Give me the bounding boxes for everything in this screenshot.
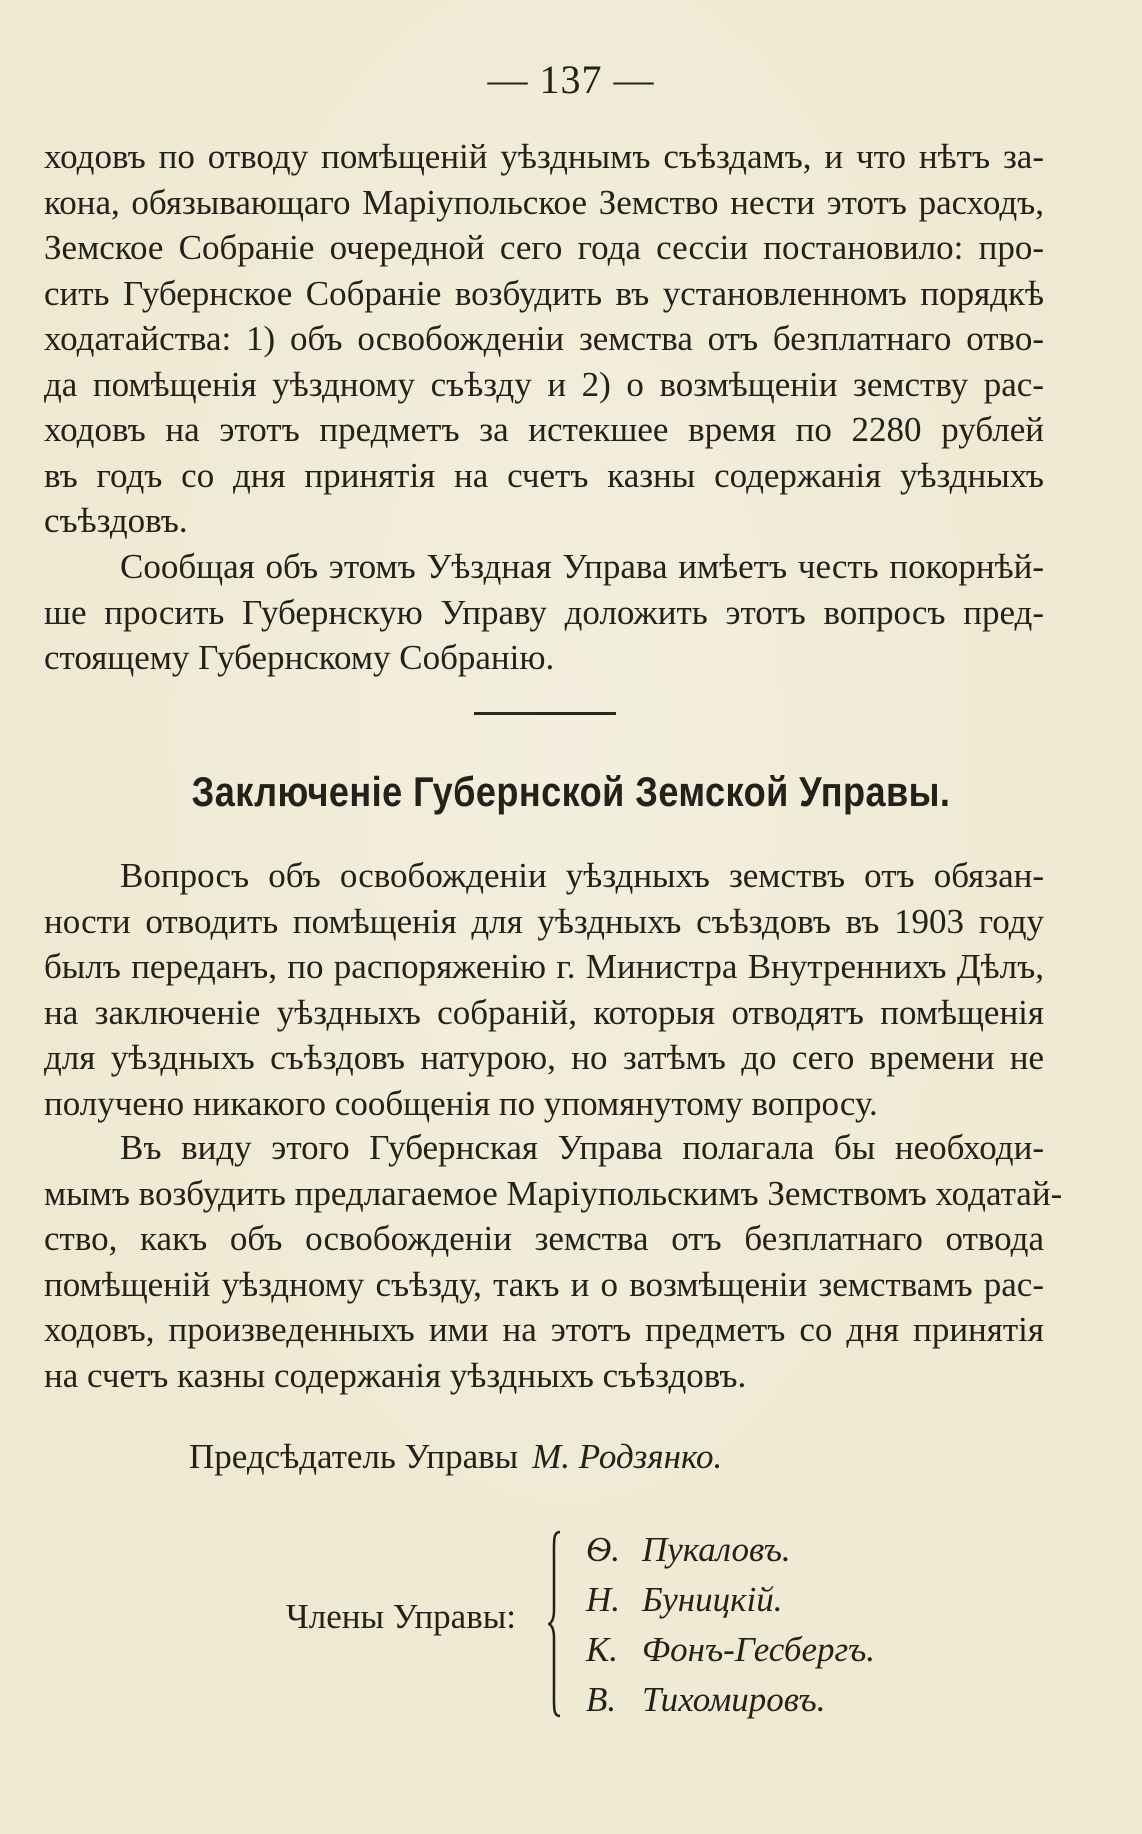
text-line: ство, какъ объ освобожденіи земства отъ безплатнаго отвода bbox=[44, 1219, 1044, 1258]
section-heading: Заключеніе Губернской Земской Управы. bbox=[191, 768, 951, 815]
member-initial: Ѳ. bbox=[586, 1530, 621, 1569]
member-surname: Пукаловъ. bbox=[642, 1530, 791, 1569]
page-number: — 137 — bbox=[487, 57, 655, 102]
text-line: Въ виду этого Губернская Управа полагала бы необходи- bbox=[120, 1128, 1044, 1167]
brace-icon bbox=[548, 1530, 562, 1718]
member-signature bbox=[586, 1575, 875, 1625]
member-initial: Н. bbox=[586, 1580, 621, 1619]
text-line: ходатайства: 1) объ освобожденіи земства отъ безплатнаго отво- bbox=[44, 319, 1044, 358]
paragraph-report bbox=[44, 544, 1044, 681]
member-initial: В. bbox=[586, 1680, 617, 1719]
text-line: для уѣздныхъ съѣздовъ натурою, но затѣмъ до сего времени не bbox=[44, 1038, 1044, 1077]
text-line: да помѣщенія уѣздному съѣзду и 2) о возмѣщеніи земству рас- bbox=[44, 364, 1044, 404]
member-surname: Буницкій. bbox=[642, 1580, 783, 1619]
text-line: съѣздовъ. bbox=[44, 501, 188, 540]
text-line: Сообщая объ этомъ Уѣздная Управа имѣетъ честь покорнѣй- bbox=[120, 547, 1044, 586]
text-line: получено никакого сообщенія по упомянутому вопросу. bbox=[44, 1083, 878, 1123]
paragraph-conclusion bbox=[44, 853, 1044, 1126]
member-signature bbox=[586, 1675, 875, 1725]
member-signature bbox=[586, 1625, 875, 1675]
text-line: ности отводить помѣщенія для уѣздныхъ съѣздовъ въ 1903 году bbox=[44, 901, 1044, 941]
text-line: на заключеніе уѣздныхъ собраній, которыя отводятъ помѣщенія bbox=[44, 992, 1044, 1032]
text-line: стоящему Губернскому Собранію. bbox=[44, 638, 555, 677]
member-signature bbox=[586, 1525, 875, 1575]
text-line: въ годъ со дня принятія на счетъ казны содержанія уѣздныхъ bbox=[44, 455, 1044, 495]
text-line: Вопросъ объ освобожденіи уѣздныхъ земствъ отъ обязан- bbox=[120, 856, 1044, 895]
chairman-name: М. Родзянко. bbox=[532, 1437, 723, 1476]
paragraph-continuation bbox=[44, 134, 1044, 544]
text-line: кона, обязывающаго Маріупольское Земство нести этотъ расходъ, bbox=[44, 182, 1044, 222]
text-line: ходовъ на этотъ предметъ за истекшее время по 2280 рублей bbox=[44, 410, 1044, 449]
section-divider bbox=[474, 712, 616, 715]
member-surname: Фонъ-Гесбергъ. bbox=[642, 1630, 876, 1669]
text-line: ходовъ, произведенныхъ ими на этотъ предметъ со дня принятія bbox=[44, 1310, 1044, 1349]
text-line: былъ переданъ, по распоряженію г. Министра Внутреннихъ Дѣлъ, bbox=[44, 947, 1044, 986]
member-initial: К. bbox=[586, 1630, 618, 1669]
text-line: мымъ возбудить предлагаемое Маріупольскимъ Земствомъ ходатай- bbox=[44, 1173, 1063, 1213]
members-label: Члены Управы: bbox=[286, 1597, 516, 1636]
text-line: Земское Собраніе очередной сего года сессіи постановило: про- bbox=[44, 228, 1044, 267]
text-line: сить Губернское Собраніе возбудить въ установленномъ порядкѣ bbox=[44, 273, 1044, 313]
members-list bbox=[586, 1525, 875, 1725]
text-line: на счетъ казны содержанія уѣздныхъ съѣздовъ. bbox=[44, 1355, 747, 1395]
paragraph-proposal bbox=[44, 1125, 1063, 1398]
member-surname: Тихомировъ. bbox=[642, 1680, 826, 1719]
text-line: ходовъ по отводу помѣщеній уѣзднымъ съѣздамъ, и что нѣтъ за- bbox=[44, 137, 1044, 176]
chairman-signature bbox=[189, 1437, 722, 1477]
text-line: помѣщеній уѣздному съѣзду, такъ и о возмѣщеніи земствамъ рас- bbox=[44, 1264, 1044, 1304]
chairman-label: Предсѣдатель Управы bbox=[189, 1437, 519, 1476]
text-line: ше просить Губернскую Управу доложить этотъ вопросъ пред- bbox=[44, 592, 1044, 632]
